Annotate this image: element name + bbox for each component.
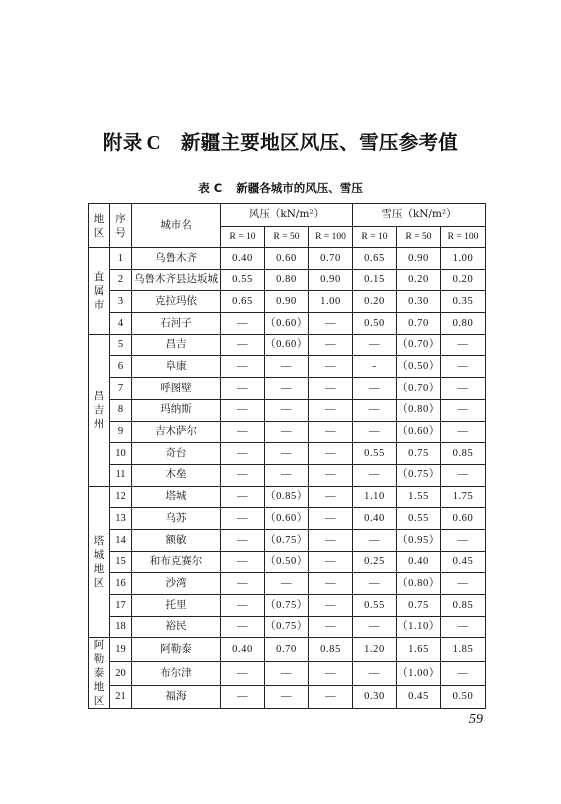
city-cell: 布尔津 xyxy=(132,662,221,686)
wind-value-cell: （0.60） xyxy=(265,313,309,335)
snow-value-cell: 1.55 xyxy=(397,486,441,508)
seq-cell: 21 xyxy=(110,685,132,709)
table-row xyxy=(89,508,486,530)
table-row xyxy=(89,529,486,551)
stacked-char: 号 xyxy=(115,226,126,239)
snow-value-cell: — xyxy=(353,421,397,443)
table-row xyxy=(89,464,486,486)
table-number: 表 C xyxy=(198,181,223,195)
wind-value-cell: — xyxy=(265,662,309,686)
snow-value-cell: — xyxy=(353,378,397,400)
wind-value-cell: — xyxy=(221,334,265,356)
seq-cell: 6 xyxy=(110,356,132,378)
table-title: 新疆各城市的风压、雪压 xyxy=(236,181,363,195)
wind-value-cell: — xyxy=(221,421,265,443)
table-row xyxy=(89,269,486,291)
stacked-char: 区 xyxy=(93,576,105,589)
snow-value-cell: — xyxy=(441,529,486,551)
region-cell xyxy=(89,248,110,335)
table-row xyxy=(89,399,486,421)
stacked-char: 序 xyxy=(115,212,126,225)
wind-value-cell: — xyxy=(309,595,353,617)
snow-value-cell: （1.10） xyxy=(397,616,441,638)
wind-value-cell: — xyxy=(309,378,353,400)
stacked-char: 地 xyxy=(93,681,105,694)
wind-value-cell: — xyxy=(221,595,265,617)
wind-value-cell: （0.75） xyxy=(265,616,309,638)
snow-value-cell: 0.60 xyxy=(441,508,486,530)
stacked-char: 阿 xyxy=(93,639,105,652)
header-snow-r50: R = 50 xyxy=(397,227,441,248)
city-cell: 昌吉 xyxy=(132,334,221,356)
seq-cell: 16 xyxy=(110,573,132,595)
snow-value-cell: 0.80 xyxy=(441,313,486,335)
seq-cell: 19 xyxy=(110,638,132,662)
wind-value-cell: 0.70 xyxy=(309,248,353,270)
header-seq-text xyxy=(110,212,131,240)
wind-value-cell: — xyxy=(221,616,265,638)
stacked-char: 州 xyxy=(93,418,105,431)
city-cell: 玛纳斯 xyxy=(132,399,221,421)
stacked-char: 地 xyxy=(93,212,105,225)
table-row xyxy=(89,291,486,313)
city-cell: 乌苏 xyxy=(132,508,221,530)
snow-value-cell: 0.55 xyxy=(397,508,441,530)
header-snow-r100: R = 100 xyxy=(441,227,486,248)
wind-value-cell: — xyxy=(265,356,309,378)
stacked-char: 泰 xyxy=(93,667,105,680)
city-cell: 裕民 xyxy=(132,616,221,638)
wind-value-cell: — xyxy=(309,313,353,335)
seq-cell: 18 xyxy=(110,616,132,638)
wind-value-cell: （0.50） xyxy=(265,551,309,573)
table-row xyxy=(89,486,486,508)
appendix-title: 新疆主要地区风压、雪压参考值 xyxy=(180,131,459,154)
snow-value-cell: 1.75 xyxy=(441,486,486,508)
snow-value-cell: 0.40 xyxy=(397,551,441,573)
city-cell: 吉木萨尔 xyxy=(132,421,221,443)
seq-cell: 13 xyxy=(110,508,132,530)
stacked-char: 区 xyxy=(93,695,105,708)
snow-value-cell: 1.65 xyxy=(397,638,441,662)
table-row xyxy=(89,685,486,709)
wind-value-cell: — xyxy=(265,464,309,486)
wind-value-cell: — xyxy=(309,464,353,486)
snow-value-cell: — xyxy=(353,662,397,686)
city-cell: 克拉玛依 xyxy=(132,291,221,313)
table-row xyxy=(89,378,486,400)
stacked-char: 地 xyxy=(93,562,105,575)
snow-value-cell: — xyxy=(353,616,397,638)
wind-value-cell: — xyxy=(309,334,353,356)
wind-value-cell: — xyxy=(309,551,353,573)
wind-value-cell: — xyxy=(309,573,353,595)
wind-value-cell: — xyxy=(221,529,265,551)
seq-cell: 1 xyxy=(110,248,132,270)
table-row xyxy=(89,248,486,270)
stacked-char: 勒 xyxy=(93,653,105,666)
stacked-char: 直 xyxy=(93,270,105,283)
table-row xyxy=(89,334,486,356)
wind-value-cell: （0.60） xyxy=(265,508,309,530)
wind-value-cell: （0.85） xyxy=(265,486,309,508)
snow-value-cell: 0.85 xyxy=(441,595,486,617)
snow-value-cell: 0.30 xyxy=(353,685,397,709)
city-cell: 福海 xyxy=(132,685,221,709)
city-cell: 托里 xyxy=(132,595,221,617)
table-row xyxy=(89,662,486,686)
snow-value-cell: — xyxy=(441,573,486,595)
snow-value-cell: — xyxy=(441,662,486,686)
snow-value-cell: （0.80） xyxy=(397,399,441,421)
wind-value-cell: — xyxy=(221,486,265,508)
wind-value-cell: 0.40 xyxy=(221,638,265,662)
header-wind: 风压（kN/m²） xyxy=(221,204,353,227)
snow-value-cell: 0.75 xyxy=(397,443,441,465)
snow-value-cell: 0.35 xyxy=(441,291,486,313)
wind-value-cell: — xyxy=(265,685,309,709)
wind-value-cell: — xyxy=(309,399,353,421)
city-cell: 乌鲁木齐县达坂城 xyxy=(132,269,221,291)
seq-cell: 15 xyxy=(110,551,132,573)
table-row xyxy=(89,595,486,617)
seq-cell: 9 xyxy=(110,421,132,443)
table-row xyxy=(89,573,486,595)
snow-value-cell: 0.30 xyxy=(397,291,441,313)
table-row xyxy=(89,421,486,443)
region-cell xyxy=(89,486,110,638)
snow-value-cell: — xyxy=(441,334,486,356)
wind-value-cell: — xyxy=(265,421,309,443)
snow-value-cell: — xyxy=(353,464,397,486)
wind-value-cell: — xyxy=(309,685,353,709)
snow-value-cell: （0.80） xyxy=(397,573,441,595)
snow-value-cell: — xyxy=(441,464,486,486)
wind-value-cell: — xyxy=(309,508,353,530)
wind-snow-table xyxy=(88,203,486,709)
stacked-char: 塔 xyxy=(93,534,105,547)
snow-value-cell: 0.50 xyxy=(353,313,397,335)
seq-cell: 12 xyxy=(110,486,132,508)
region-cell xyxy=(89,334,110,486)
wind-value-cell: — xyxy=(221,378,265,400)
seq-cell: 10 xyxy=(110,443,132,465)
wind-value-cell: — xyxy=(265,443,309,465)
wind-value-cell: — xyxy=(309,486,353,508)
wind-value-cell: — xyxy=(221,399,265,421)
appendix-heading xyxy=(0,127,561,155)
header-seq xyxy=(110,204,132,248)
wind-value-cell: — xyxy=(309,421,353,443)
wind-value-cell: — xyxy=(221,356,265,378)
wind-value-cell: 0.55 xyxy=(221,269,265,291)
snow-value-cell: 0.45 xyxy=(397,685,441,709)
snow-value-cell: — xyxy=(353,399,397,421)
wind-value-cell: — xyxy=(309,356,353,378)
snow-value-cell: 0.90 xyxy=(397,248,441,270)
stacked-char: 吉 xyxy=(93,404,105,417)
header-wind-r10: R = 10 xyxy=(221,227,265,248)
table-row xyxy=(89,443,486,465)
table-body xyxy=(89,248,486,709)
snow-value-cell: 1.20 xyxy=(353,638,397,662)
snow-value-cell: 1.00 xyxy=(441,248,486,270)
wind-value-cell: — xyxy=(221,443,265,465)
wind-value-cell: 1.00 xyxy=(309,291,353,313)
seq-cell: 17 xyxy=(110,595,132,617)
appendix-prefix: 附录 xyxy=(102,131,143,154)
city-cell: 乌鲁木齐 xyxy=(132,248,221,270)
header-region-text xyxy=(89,212,109,240)
seq-cell: 7 xyxy=(110,378,132,400)
snow-value-cell: — xyxy=(441,421,486,443)
snow-value-cell: 0.55 xyxy=(353,595,397,617)
snow-value-cell: 0.20 xyxy=(397,269,441,291)
wind-value-cell: （0.60） xyxy=(265,334,309,356)
snow-value-cell: 0.45 xyxy=(441,551,486,573)
city-cell: 塔城 xyxy=(132,486,221,508)
city-cell: 和布克赛尔 xyxy=(132,551,221,573)
wind-value-cell: — xyxy=(221,662,265,686)
city-cell: 额敏 xyxy=(132,529,221,551)
seq-cell: 8 xyxy=(110,399,132,421)
stacked-char: 昌 xyxy=(93,390,105,403)
wind-value-cell: — xyxy=(309,529,353,551)
wind-value-cell: 0.90 xyxy=(265,291,309,313)
header-city: 城市名 xyxy=(132,204,221,248)
snow-value-cell: — xyxy=(353,529,397,551)
snow-value-cell: 0.50 xyxy=(441,685,486,709)
snow-value-cell: 1.85 xyxy=(441,638,486,662)
wind-value-cell: 0.65 xyxy=(221,291,265,313)
seq-cell: 11 xyxy=(110,464,132,486)
snow-value-cell: （0.70） xyxy=(397,378,441,400)
snow-value-cell: 0.20 xyxy=(441,269,486,291)
snow-value-cell: （0.70） xyxy=(397,334,441,356)
wind-value-cell: 0.40 xyxy=(221,248,265,270)
wind-value-cell: — xyxy=(221,464,265,486)
wind-value-cell: 0.80 xyxy=(265,269,309,291)
table-row xyxy=(89,313,486,335)
wind-value-cell: 0.90 xyxy=(309,269,353,291)
snow-value-cell: - xyxy=(353,356,397,378)
snow-value-cell: （0.50） xyxy=(397,356,441,378)
wind-value-cell: — xyxy=(221,573,265,595)
snow-value-cell: （0.60） xyxy=(397,421,441,443)
city-cell: 沙湾 xyxy=(132,573,221,595)
stacked-char: 区 xyxy=(93,226,105,239)
snow-value-cell: — xyxy=(441,378,486,400)
header-wind-r50: R = 50 xyxy=(265,227,309,248)
wind-value-cell: （0.75） xyxy=(265,529,309,551)
header-region xyxy=(89,204,110,248)
snow-value-cell: 0.85 xyxy=(441,443,486,465)
seq-cell: 5 xyxy=(110,334,132,356)
seq-cell: 14 xyxy=(110,529,132,551)
snow-value-cell: — xyxy=(353,573,397,595)
wind-value-cell: — xyxy=(309,443,353,465)
wind-value-cell: — xyxy=(221,685,265,709)
city-cell: 奇台 xyxy=(132,443,221,465)
snow-value-cell: — xyxy=(441,356,486,378)
snow-value-cell: 0.40 xyxy=(353,508,397,530)
table-row xyxy=(89,616,486,638)
snow-value-cell: 0.20 xyxy=(353,291,397,313)
stacked-char: 城 xyxy=(93,548,105,561)
snow-value-cell: 0.75 xyxy=(397,595,441,617)
wind-value-cell: — xyxy=(265,378,309,400)
seq-cell: 3 xyxy=(110,291,132,313)
snow-value-cell: （0.75） xyxy=(397,464,441,486)
wind-value-cell: — xyxy=(309,662,353,686)
snow-value-cell: — xyxy=(441,616,486,638)
snow-value-cell: 0.15 xyxy=(353,269,397,291)
wind-value-cell: — xyxy=(265,399,309,421)
stacked-char: 市 xyxy=(93,298,105,311)
wind-value-cell: 0.85 xyxy=(309,638,353,662)
header-wind-r100: R = 100 xyxy=(309,227,353,248)
snow-value-cell: 0.55 xyxy=(353,443,397,465)
stacked-char: 属 xyxy=(93,284,105,297)
region-cell xyxy=(89,638,110,709)
wind-value-cell: — xyxy=(221,551,265,573)
snow-value-cell: — xyxy=(441,399,486,421)
snow-value-cell: 0.25 xyxy=(353,551,397,573)
city-cell: 阜康 xyxy=(132,356,221,378)
snow-value-cell: （1.00） xyxy=(397,662,441,686)
city-cell: 呼图壁 xyxy=(132,378,221,400)
appendix-code: C xyxy=(146,133,161,154)
snow-value-cell: 0.70 xyxy=(397,313,441,335)
wind-value-cell: — xyxy=(309,616,353,638)
wind-value-cell: 0.70 xyxy=(265,638,309,662)
wind-value-cell: （0.75） xyxy=(265,595,309,617)
wind-value-cell: — xyxy=(221,313,265,335)
snow-value-cell: — xyxy=(353,334,397,356)
snow-value-cell: 1.10 xyxy=(353,486,397,508)
wind-value-cell: — xyxy=(221,508,265,530)
seq-cell: 4 xyxy=(110,313,132,335)
city-cell: 阿勒泰 xyxy=(132,638,221,662)
header-snow: 雪压（kN/m²） xyxy=(353,204,486,227)
snow-value-cell: 0.65 xyxy=(353,248,397,270)
wind-value-cell: — xyxy=(265,573,309,595)
wind-value-cell: 0.60 xyxy=(265,248,309,270)
table-row xyxy=(89,356,486,378)
page-number: 59 xyxy=(469,712,483,727)
table-row xyxy=(89,551,486,573)
city-cell: 木垒 xyxy=(132,464,221,486)
city-cell: 石河子 xyxy=(132,313,221,335)
table-row xyxy=(89,638,486,662)
table-caption xyxy=(0,180,561,196)
seq-cell: 20 xyxy=(110,662,132,686)
header-snow-r10: R = 10 xyxy=(353,227,397,248)
seq-cell: 2 xyxy=(110,269,132,291)
snow-value-cell: （0.95） xyxy=(397,529,441,551)
